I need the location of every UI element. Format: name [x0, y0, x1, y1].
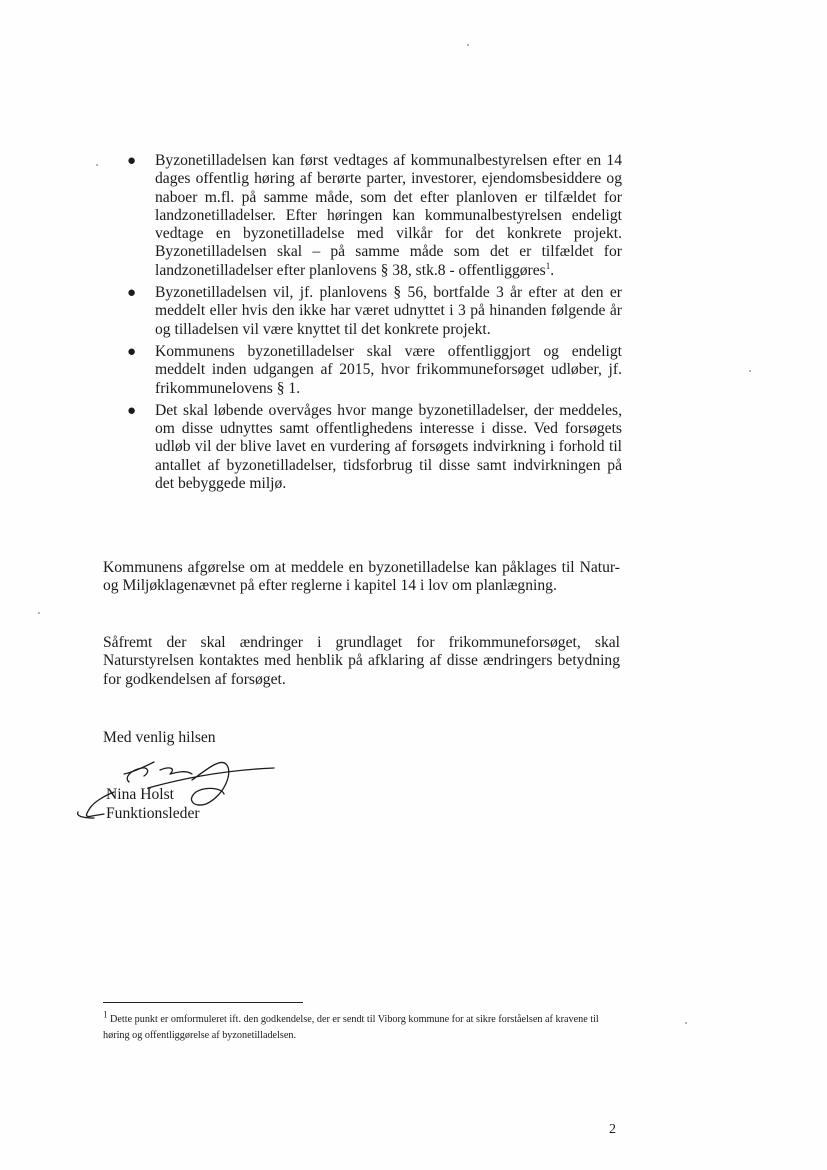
- footnote-number: 1: [103, 1009, 108, 1020]
- bullet-icon: ●: [127, 153, 137, 169]
- bullet-icon: ●: [127, 402, 137, 419]
- bullet-icon: ●: [127, 343, 137, 360]
- footnote: [103, 1009, 623, 1044]
- scan-speck: [749, 370, 751, 372]
- scan-speck: [96, 164, 98, 166]
- conditions-list: [127, 152, 622, 497]
- appeal-paragraph: Kommunens afgørelse om at meddele en byzonetilladelse kan påklages til Natur- og Miljøklagenævnet på efter reglerne i kapitel 14 i lov om planlægning.: [103, 559, 620, 595]
- page-number: 2: [609, 1122, 616, 1137]
- signatory-title: Funktionsleder: [106, 805, 200, 822]
- list-item: ● Kommunens byzonetilladelser skal være offentliggjort og endeligt meddelt inden udgangen af 2015, hvor frikommuneforsøget udløber, jf. frikommunelovens § 1.: [127, 342, 622, 397]
- footnote-reference: 1: [545, 260, 551, 271]
- bullet-icon: ●: [127, 285, 137, 302]
- footnote-text: Dette punkt er omformuleret ift. den godkendelse, der er sendt til Viborg kommune for at sikre forståelsen af kravene til høring og offentliggørelse af byzonetilladelsen.: [103, 1014, 599, 1041]
- changes-paragraph: Såfremt der skal ændringer i grundlaget for frikommuneforsøget, skal Naturstyrelsen kontaktes med henblik på afklaring af disse ændringers betydning for godkendelsen af forsøget.: [103, 634, 620, 688]
- scan-speck: [467, 44, 469, 46]
- scan-speck: [38, 612, 40, 614]
- list-item: ● Byzonetilladelsen vil, jf. planlovens § 56, bortfalde 3 år efter at den er meddelt eller hvis den ikke har været udnyttet i 3 på hinanden følgende år og tilladelsen vil være knyttet til det konkrete projekt.: [127, 284, 622, 338]
- list-item: ● Det skal løbende overvåges hvor mange byzonetilladelser, der meddeles, om disse udnyttes samt offentlighedens interesse i disse. Ved forsøgets udløb vil der blive lavet en vurdering af forsøgets indvirkning i forhold til antallet af byzonetilladelser, tidsforbrug til disse samt indvirkningen på det bebyggede miljø.: [127, 401, 622, 493]
- scan-speck: [685, 1022, 687, 1024]
- closing-greeting: Med venlig hilsen: [103, 729, 216, 746]
- list-item: ● Byzonetilladelsen kan først vedtages af kommunalbestyrelsen efter en 14 dages offentlig høring af berørte parter, investorer, ejendomsbesiddere og naboer m.fl. på samme måde, som det efter planloven er tilfældet for landzonetilladelser. Efter høringen kan kommunalbestyrelsen endeligt vedtage en byzonetilladelse med vilkår for det konkrete projekt. Byzonetilladelsen skal – på samme måde som det er tilfældet for landzonetilladelser efter planlovens § 38, stk.8 - offentliggøres$^1$.: [127, 152, 622, 279]
- footnote-divider: [103, 1002, 303, 1003]
- signatory-name: Nina Holst: [106, 786, 175, 803]
